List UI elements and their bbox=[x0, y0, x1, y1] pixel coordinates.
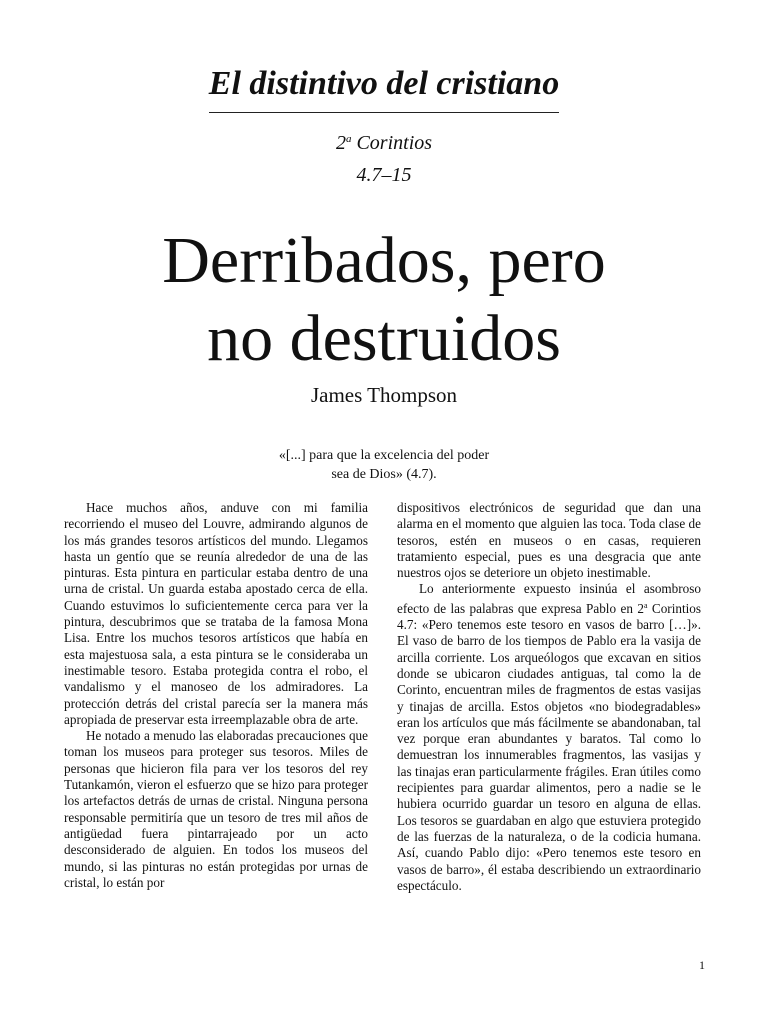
paragraph-2: He notado a menudo las elaboradas precauciones que toman los museos para proteger sus tesoros. Miles de personas que hicieron fila para ver los tesoros del rey Tutankamón, vieron el esfuerzo que se hizo para proteger los artefactos detrás de urnas de cristal. Ninguna persona responsable permitiría que un tesoro de tres mil años de antigüedad fuera pintarrajeado por un acto desconsiderado de alguien. En todos los museos del mundo, si las pinturas no están protegidas por urnas de cristal, lo están por bbox=[64, 728, 368, 890]
reference-book-number: 2 bbox=[335, 132, 346, 154]
author-name: James Thompson bbox=[310, 383, 458, 407]
epigraph-line-1: «[...] para que la excelencia del poder bbox=[278, 448, 490, 463]
paragraph-2-continued: dispositivos electrónicos de seguridad que dan una alarma en el momento que alguien las toca. Toda clase de tesoros, estén en museos o en casas, requieren tratamiento especial, pues es una desgracia que ante nuestros ojos se deteriore un objeto inestimable. bbox=[397, 500, 701, 581]
reference-verses: 4.7–15 bbox=[356, 164, 412, 186]
paragraph-3-part-b: Corintios 4.7: «Pero tenemos este tesoro en vasos de barro […]». El vaso de barro de los tiempos de Pablo era la vasija de arcilla corriente. Los arqueólogos que excavan en sitios donde se ubicaron ciudades antiguas, tal como la de Corinto, encuentran miles de fragmentos de estas vasijas y tinajas de arcilla. Estos objetos «no biodegradables» eran los artículos que más fácilmente se abandonaban, tal vez porque eran abundantes y baratos. Tal como lo demuestran los innumerables fragmentos, las vasijas y las tinajas eran particularmente frágiles. Eran útiles como recipientes para guardar alimentos, pero a nadie se le hubiera ocurrido guardar un tesoro en alguna de ellas. Los tesoros se guardaban en algo que estuviera protegido de las fuerzas de la naturaleza, o de la codicia humana. Así, cuando Pablo dijo: «Pero tenemos este tesoro en vasos de barro», él estaba describiendo un extraordinario espectáculo. bbox=[397, 600, 702, 893]
epigraph bbox=[0, 446, 768, 484]
series-title: El distintivo del cristiano bbox=[208, 65, 560, 102]
body-column-right bbox=[397, 500, 701, 894]
reference-book bbox=[0, 123, 768, 159]
reference-book-ordinal: a bbox=[345, 133, 352, 145]
title-divider bbox=[209, 112, 559, 113]
article-title-line-2: no destruidos bbox=[207, 302, 561, 375]
reference-book-name: Corintios bbox=[351, 132, 433, 154]
epigraph-line-2: sea de Dios» (4.7). bbox=[331, 467, 437, 482]
paragraph-3-book-number: 2 bbox=[637, 600, 644, 616]
paragraph-1: Hace muchos años, anduve con mi familia recorriendo el museo del Louvre, admirando algunos de los más grandes tesoros artísticos del mundo. Llegamos hasta un gentío que se reunía alrededor de una de las pinturas. Esta pintura en particular estaba dentro de una urna de cristal. Un guarda estaba apostado cerca de ella. Cuando estuvimos lo suficientemente cerca para ver la pintura, descubrimos que se trataba de la famosa Mona Lisa. Entre los muchos tesoros artísticos que había en esta majestuosa sala, a esta pintura se le consideraba un inestimable tesoro. Estaba protegida contra el robo, el vandalismo y el manoseo de los admiradores. La protección detrás del cristal parecía ser la manera más apropiada de preservar esta irreemplazable obra de arte. bbox=[64, 500, 368, 727]
paragraph-3 bbox=[397, 581, 701, 894]
series-header bbox=[0, 62, 768, 191]
paragraph-3-part-a: Lo anteriormente expuesto insinúa el asombroso efecto de las palabras que expresa Pablo en bbox=[397, 581, 701, 616]
article-title bbox=[0, 222, 768, 378]
article-title-line-1: Derribados, pero bbox=[162, 224, 606, 297]
body-column-left bbox=[64, 500, 368, 891]
scripture-reference bbox=[0, 123, 768, 191]
paragraph-3-book-ordinal: a bbox=[643, 600, 648, 610]
page-number: 1 bbox=[699, 958, 705, 972]
